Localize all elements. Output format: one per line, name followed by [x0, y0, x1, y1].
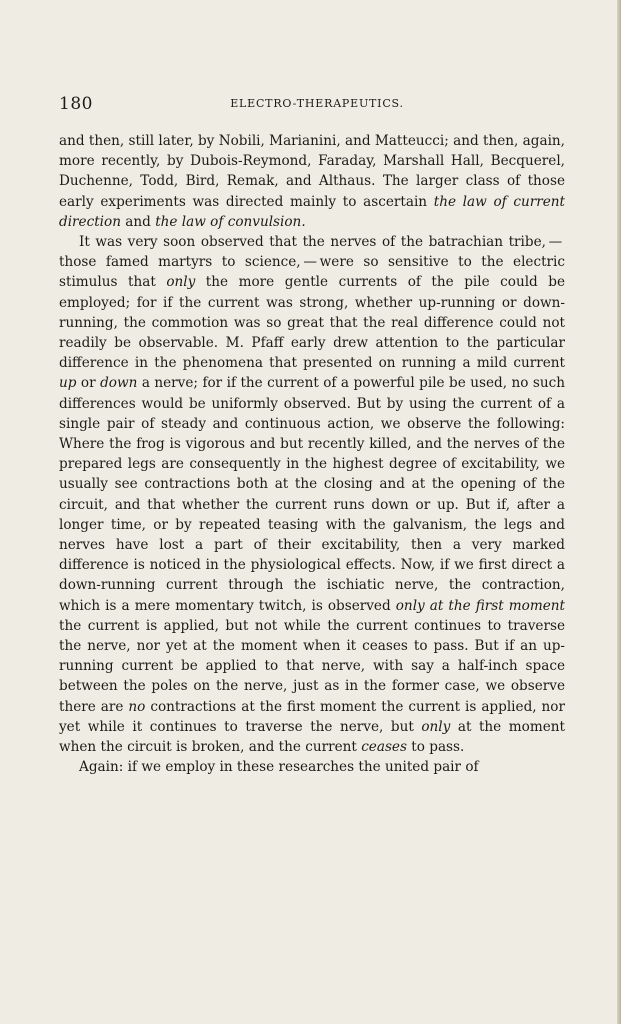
text-run: and [120, 213, 156, 230]
italic-text: the law of current direction [59, 193, 565, 230]
italic-text: the law of convulsion. [155, 213, 306, 230]
running-title: ELECTRO-THERAPEUTICS. [230, 97, 404, 110]
text-run: and then, still later, by Nobili, Marianini, and Matteucci; and then, again, more recently, by Dubois-Reymond, Faraday, Marshall Hall, Becquerel, Duchenne, Todd, Bird, Remak, and Althaus. The larger class of those early experiments was directed mainly to ascertain [59, 133, 565, 210]
text-run: It was very soon observed that the nerves of the batrachian tribe, — those famed martyrs to science, — were so sensitive to the electric stimulus that [59, 234, 565, 291]
text-run: a nerve; for if the current of a powerful pile be used, no such differences would be uniformly observed. But by using the current of a single pair of steady and continuous action, we observe the following: Where the frog is vigorous and but recently killed, and the nerves of the prepared legs are consequently in the highest degree of excitability, we usually see contractions both at the closing and at the opening of the circuit, and that whether the current runs down or up. But if, after a longer time, or by repeated teasing with the galvanism, the legs and nerves have lost a part of their excitability, then a very marked difference is noticed in the physiological effects. Now, if we first direct a down-running current through the ischiatic nerve, the contraction, which is a mere momentary twitch, is observed [59, 375, 566, 614]
text-run: to pass. [406, 739, 465, 756]
italic-text: only [421, 718, 451, 735]
italic-text: only at the first moment [395, 597, 566, 614]
text-run: Again: if we employ in these researches the united pair of [79, 759, 479, 776]
text-run: contractions at the first moment the current is applied, nor yet while it continues to traverse the nerve, but [59, 698, 565, 735]
paragraph [59, 757, 565, 777]
page-number: 180 [59, 94, 93, 114]
page-edge-shadow [617, 0, 621, 1024]
italic-text: no [128, 698, 146, 715]
text-run: at the moment when the circuit is broken, and the current [59, 718, 565, 756]
italic-text: only [166, 274, 196, 291]
text-run: the current is applied, but not while the current continues to traverse the nerve, nor yet at the moment when it ceases to pass. But if an up-running current be applied to that nerve, with say a half-inch space between the poles on the nerve, just as in the former case, we observe there are [59, 617, 565, 715]
page-header [59, 94, 565, 116]
text-run: the more gentle currents of the pile could be employed; for if the current was strong, whether up-running or down-running, the commotion was so great that the real difference could not readily be observable. M. Pfaff early drew attention to the particular difference in the phenomena that presented on running a mild current [59, 274, 566, 372]
paragraph [59, 131, 565, 232]
body-text [59, 131, 565, 778]
text-run: or [76, 375, 101, 392]
italic-text: ceases [361, 739, 407, 756]
italic-text: up [59, 375, 77, 392]
paragraph [59, 232, 565, 757]
italic-text: down [100, 375, 138, 392]
